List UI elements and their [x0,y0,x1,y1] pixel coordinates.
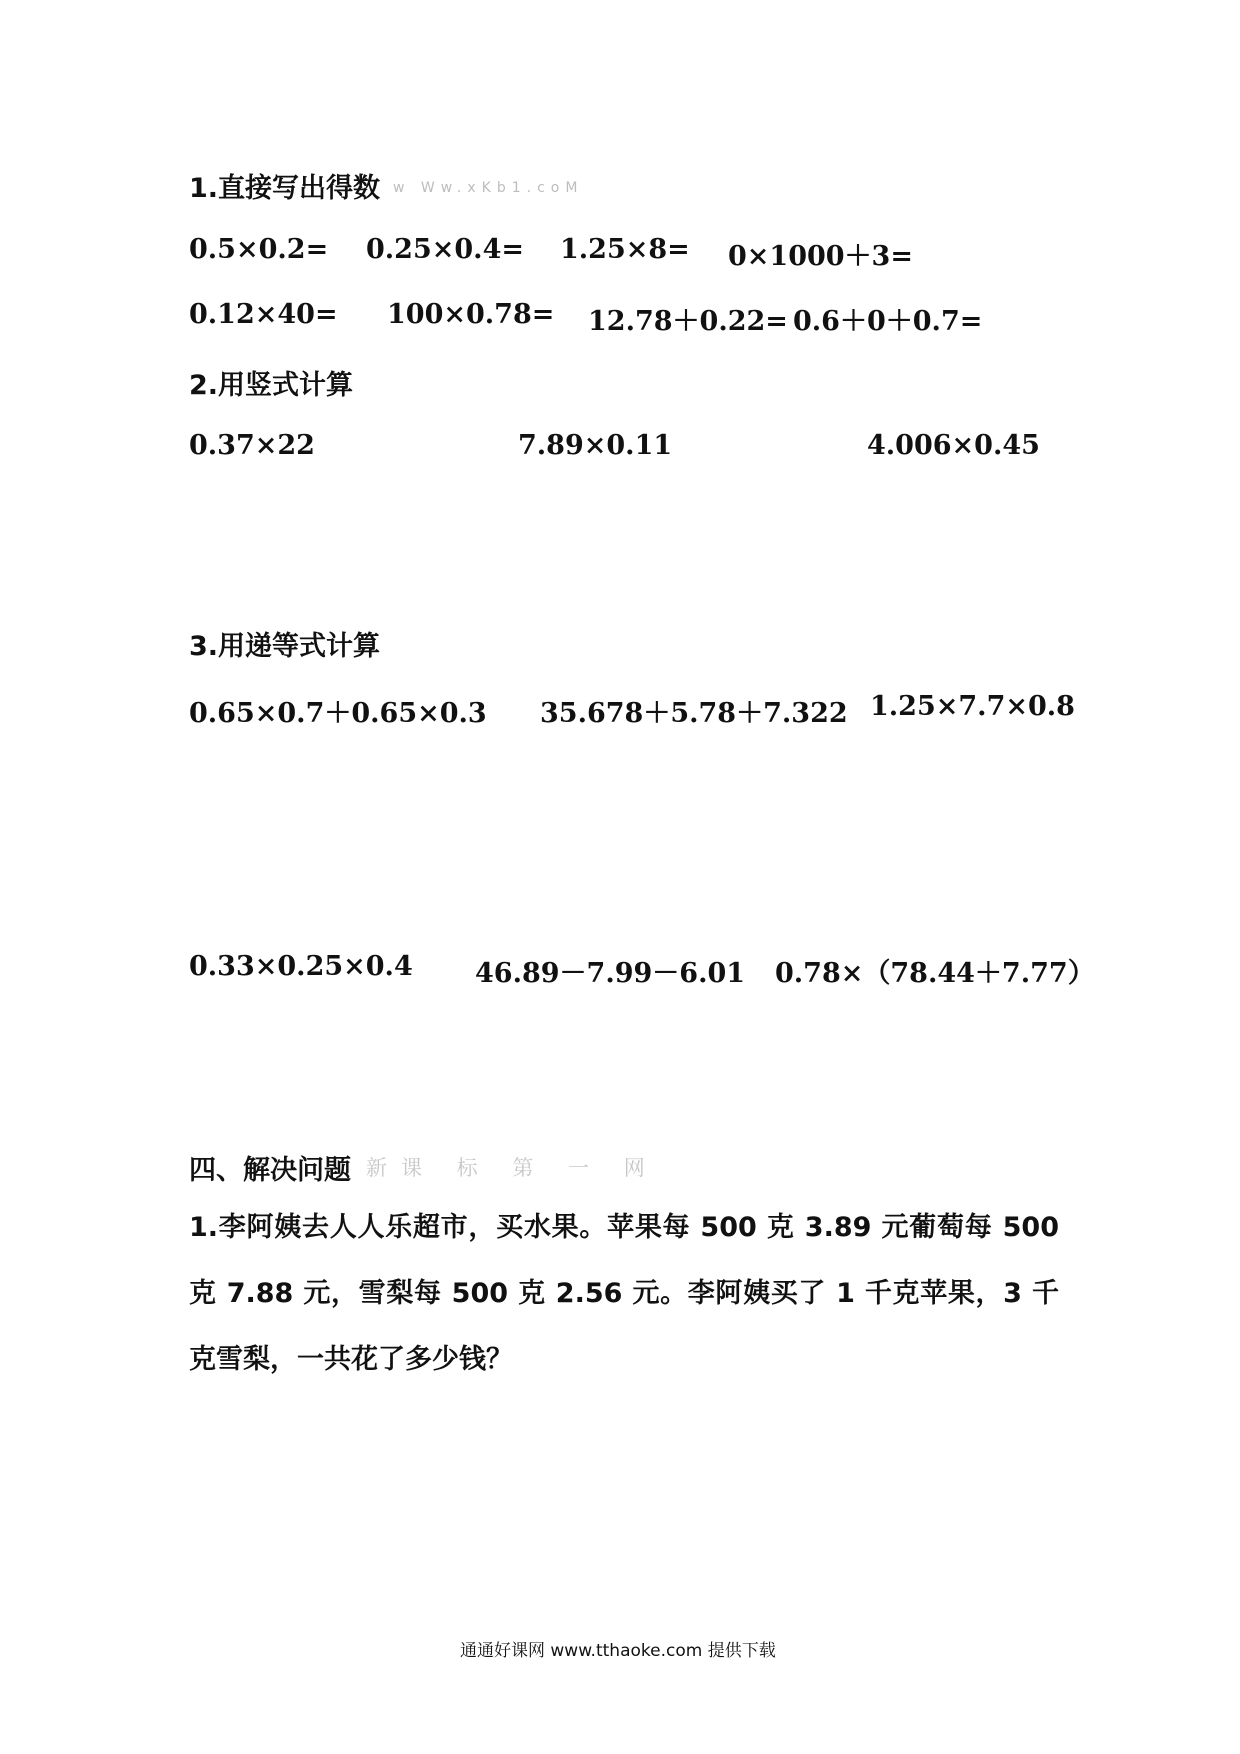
s1-r2-item3: 12.78＋0.22= [588,306,788,337]
section2-title: 2.用竖式计算 [189,370,354,401]
section4-watermark: 新课 标 第 一 网 [366,1156,659,1180]
problem-text: 1.李阿姨去人人乐超市，买水果。苹果每 500 克 3.89 元葡萄每 500 克 7.88 元，雪梨每 500 克 2.56 元。李阿姨买了 1 千克苹果，3 千克雪梨，一共花了多少钱？ [189,1212,1059,1375]
s2-item2: 7.89×0.11 [518,430,673,461]
s1-r1-item1: 0.5×0.2= [189,234,329,265]
s1-r1-item3: 1.25×8= [560,234,690,265]
s2-item3: 4.006×0.45 [867,430,1040,461]
s2-item1: 0.37×22 [189,430,315,461]
s1-r1-item2: 0.25×0.4= [366,234,524,265]
s3-r1-item2: 35.678＋5.78＋7.322 [540,698,848,729]
s1-r2-item4: 0.6＋0＋0.7= [793,306,983,337]
section1-watermark: w Ww.xKb1.coM [393,180,584,196]
s3-r1-item3: 1.25×7.7×0.8 [870,691,1075,722]
s1-r2-item2: 100×0.78= [387,299,555,330]
s3-r1-item1: 0.65×0.7＋0.65×0.3 [189,698,487,729]
section4-title: 四、解决问题 [189,1155,351,1186]
s3-r2-item3: 0.78×（78.44＋7.77） [775,958,1095,989]
s1-r1-item4: 0×1000＋3= [728,241,913,272]
footer-text: 通通好课网 www.tthaoke.com 提供下载 [460,1641,776,1661]
s1-r2-item1: 0.12×40= [189,299,338,330]
section1-title: 1.直接写出得数 [189,173,381,204]
s3-r2-item1: 0.33×0.25×0.4 [189,951,413,982]
section3-title: 3.用递等式计算 [189,631,381,662]
s3-r2-item2: 46.89－7.99－6.01 [475,958,746,989]
